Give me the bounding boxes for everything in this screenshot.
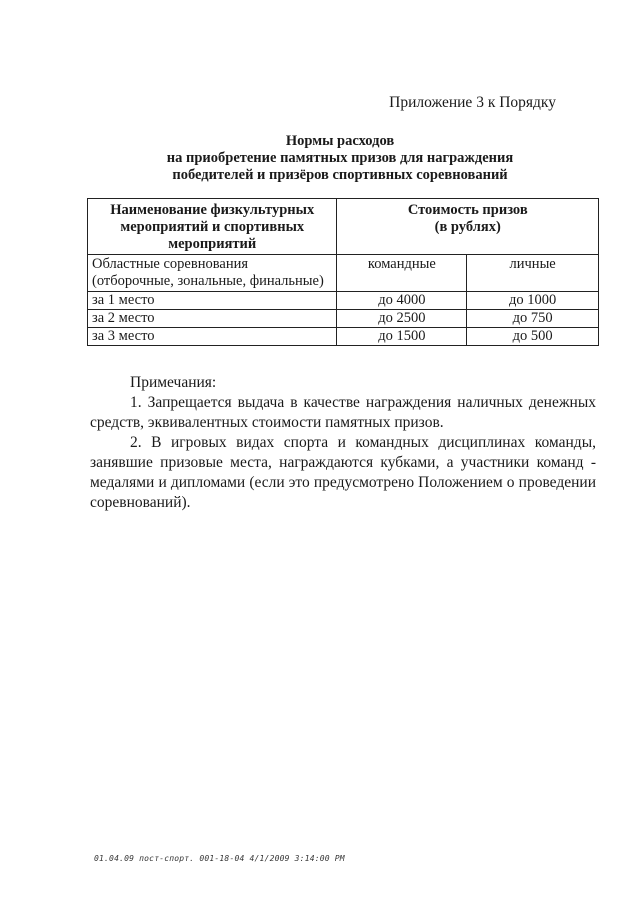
- table-row: [88, 310, 599, 328]
- header-cost: [337, 199, 599, 255]
- title-line-2: на приобретение памятных призов для награждения: [166, 150, 514, 166]
- norms-table: [87, 198, 599, 346]
- team-cost-cell: до 2500: [337, 310, 467, 328]
- col-personal-label: личные: [467, 255, 599, 292]
- title-line-3: победителей и призёров спортивных соревнований: [172, 167, 508, 183]
- personal-cost-cell: до 750: [467, 310, 599, 328]
- table-header-row: [88, 199, 599, 255]
- col-team-label: командные: [337, 255, 467, 292]
- title-line-1: Нормы расходов: [285, 133, 395, 149]
- event-type-cell: Областные соревнования (отборочные, зональные, финальные): [88, 255, 337, 292]
- place-cell: за 2 место: [88, 310, 337, 328]
- table-row: [88, 292, 599, 310]
- notes-heading: Примечания:: [130, 374, 217, 391]
- team-cost-cell: до 1500: [337, 328, 467, 346]
- note-item-2: 2. В игровых видах спорта и командных дисциплинах команды, занявшие призовые места, награждаются кубками, а участники команд - медалями и дипломами (если это предусмотрено Положением о проведении соревнований).: [90, 434, 596, 511]
- note-item-1: 1. Запрещается выдача в качестве награждения наличных денежных средств, эквивалентных стоимости памятных призов.: [90, 394, 596, 431]
- document-footer: 01.04.09 пост-спорт. 001-18-04 4/1/2009 3:14:00 PM: [94, 854, 345, 863]
- document-title: [80, 133, 600, 184]
- table-row-event-type: [88, 255, 599, 292]
- notes-section: [90, 373, 596, 513]
- table-row: [88, 328, 599, 346]
- personal-cost-cell: до 500: [467, 328, 599, 346]
- header-cost-text: Стоимость призов (в рублях): [407, 202, 528, 235]
- header-event: Наименование физкультурных мероприятий и спортивных мероприятий: [88, 199, 337, 255]
- team-cost-cell: до 4000: [337, 292, 467, 310]
- place-cell: за 3 место: [88, 328, 337, 346]
- personal-cost-cell: до 1000: [467, 292, 599, 310]
- place-cell: за 1 место: [88, 292, 337, 310]
- appendix-label: Приложение 3 к Порядку: [389, 94, 556, 111]
